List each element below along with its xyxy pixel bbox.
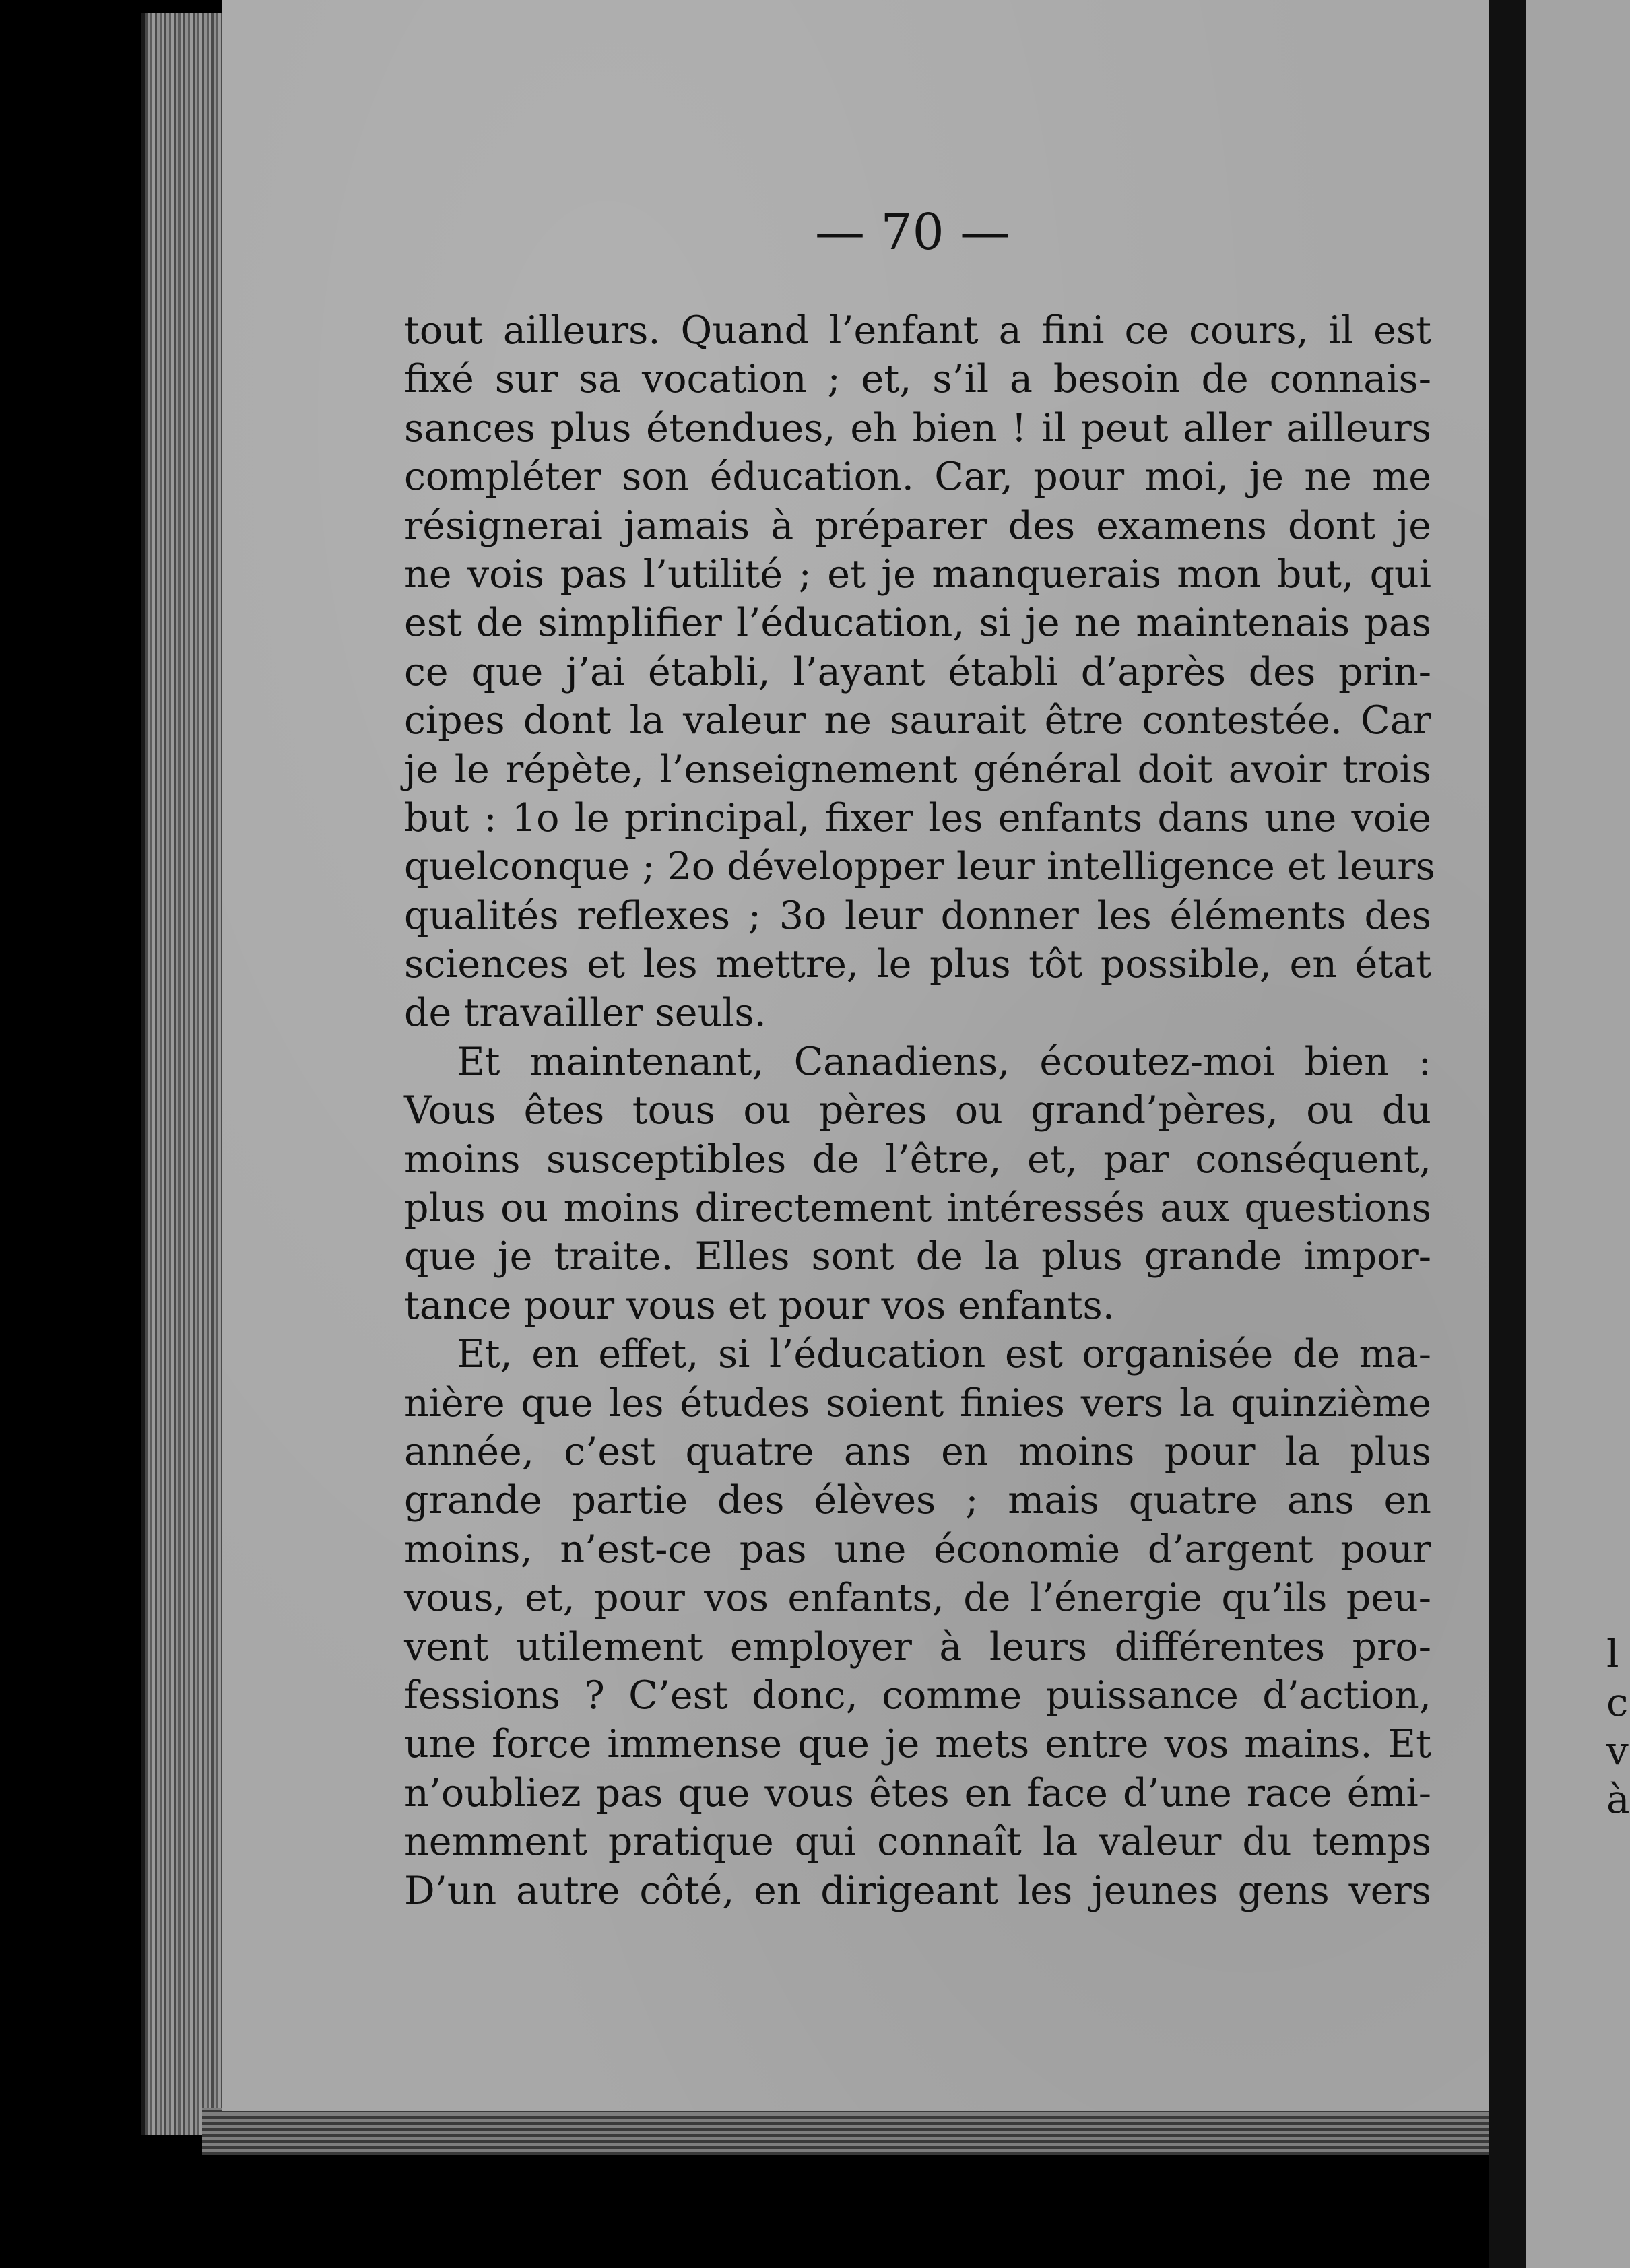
text-line: D’un autre côté, en dirigeant les jeunes gens vers (404, 1868, 1431, 1913)
text-line: quelconque ; 2o développer leur intelligence et leurs (404, 844, 1435, 890)
text-line: une force immense que je mets entre vos mains. Et (404, 1722, 1431, 1767)
text-line: vous, et, pour vos enfants, de l’énergie qu’ils peu- (404, 1576, 1431, 1621)
text-line: Et, en effet, si l’éducation est organisée de ma- (457, 1332, 1431, 1377)
text-line: cipes dont la valeur ne saurait être contestée. Car (404, 698, 1431, 743)
text-line: vent utilement employer à leurs différentes pro- (404, 1624, 1431, 1669)
page-number: — 70 — (815, 203, 1010, 261)
text-line: but : 1o le principal, fixer les enfants dans une voie (404, 795, 1431, 840)
text-line: Vous êtes tous ou pères ou grand’pères, ou du (404, 1088, 1431, 1133)
text-line: grande partie des élèves ; mais quatre ans en (404, 1478, 1431, 1523)
text-line: nière que les études soient finies vers la quinzième (404, 1380, 1431, 1426)
text-line: est de simplifier l’éducation, si je ne maintenais pas (404, 601, 1431, 646)
text-line: sciences et les mettre, le plus tôt possible, en état (404, 942, 1431, 987)
facing-page-text: l c v à (1606, 1631, 1630, 1822)
text-line: ce que j’ai établi, l’ayant établi d’après des prin- (404, 649, 1431, 694)
text-line: fixé sur sa vocation ; et, s’il a besoin de connais- (404, 357, 1431, 402)
text-line: année, c’est quatre ans en moins pour la plus (404, 1429, 1431, 1474)
text-line: compléter son éducation. Car, pour moi, je ne me (404, 455, 1431, 500)
facing-page-fragment (1526, 0, 1630, 2268)
text-line: je le répète, l’enseignement général doit avoir trois (404, 747, 1431, 792)
text-line: ne vois pas l’utilité ; et je manquerais mon but, qui (404, 552, 1431, 597)
book-gutter (1489, 0, 1526, 2268)
text-line: résignerai jamais à préparer des examens dont je (404, 503, 1431, 548)
body-text (404, 306, 1435, 1915)
book-page-edges-bottom (202, 2108, 1502, 2155)
text-line: tout ailleurs. Quand l’enfant a fini ce cours, il est (404, 308, 1431, 353)
text-line: que je traite. Elles sont de la plus grande impor- (404, 1234, 1431, 1279)
text-line: qualités reflexes ; 3o leur donner les éléments des (404, 893, 1431, 938)
text-line: plus ou moins directement intéressés aux questions (404, 1186, 1431, 1231)
text-line: Et maintenant, Canadiens, écoutez-moi bien : (457, 1039, 1431, 1084)
text-line: moins susceptibles de l’être, et, par conséquent, (404, 1137, 1431, 1182)
text-line: tance pour vous et pour vos enfants. (404, 1283, 1115, 1328)
text-line: fessions ? C’est donc, comme puissance d’action, (404, 1673, 1431, 1718)
text-line: de travailler seuls. (404, 991, 767, 1036)
text-line: nemment pratique qui connaît la valeur du temps (404, 1820, 1431, 1865)
text-line: sances plus étendues, eh bien ! il peut aller ailleurs (404, 405, 1431, 451)
text-line: moins, n’est-ce pas une économie d’argent pour (404, 1527, 1431, 1572)
text-line: n’oubliez pas que vous êtes en face d’une race émi- (404, 1770, 1431, 1815)
